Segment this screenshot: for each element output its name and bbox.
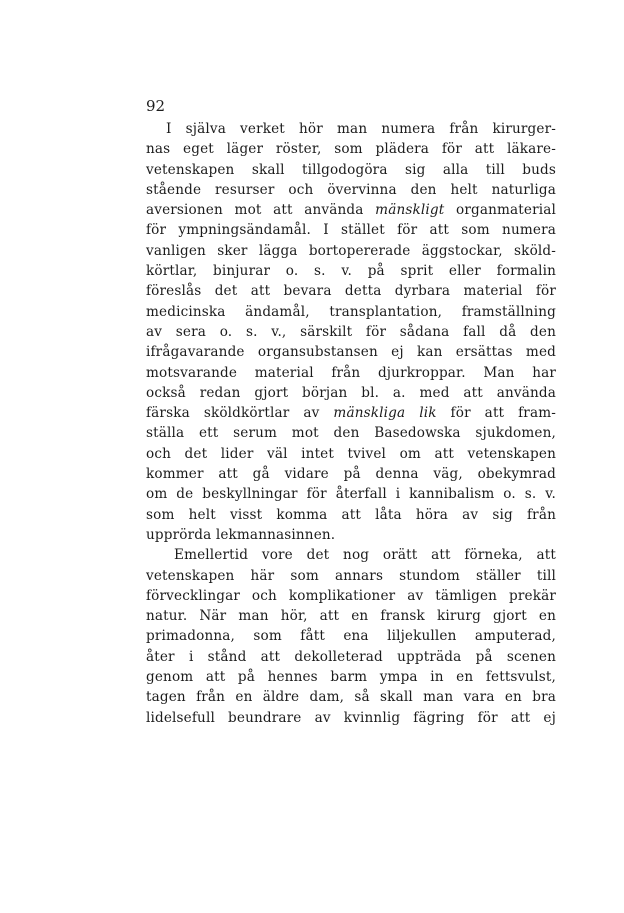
text-line: som helt visst komma att låta höra av sig från [146,506,556,523]
text-line: färska sköldkörtlar av mänskliga lik för att fram- [146,405,556,422]
page-number: 92 [146,97,166,115]
text-line: Emellertid vore det nog orätt att förneka, att [174,547,556,564]
text-line: lidelsefull beundrare av kvinnlig fägring för att ej [146,709,556,726]
text-line: körtlar, binjurar o. s. v. på sprit eller formalin [146,263,556,280]
text-line: nas eget läger röster, som plädera för att läkare- [146,141,556,158]
text-line: I själva verket hör man numera från kirurger- [166,121,556,137]
text-line: vanligen sker lägga bortopererade äggstockar, sköld- [146,242,556,259]
text-line: natur. När man hör, att en fransk kirurg gjort en [146,608,556,625]
text-line: förvecklingar och komplikationer av tämligen prekär [146,587,556,604]
text-line: vetenskapen skall tillgodogöra sig alla till buds [146,161,556,178]
text-line: kommer att gå vidare på denna väg, obekymrad [146,466,556,483]
text-line: upprörda lekmannasinnen. [146,526,336,543]
text-line: av sera o. s. v., särskilt för sådana fall då den [146,323,556,340]
text-line: stående resurser och övervinna den helt naturliga [146,181,556,198]
text-line: primadonna, som fått ena liljekullen amputerad, [146,628,556,645]
text-line: aversionen mot att använda mänskligt organmaterial [146,202,556,219]
text-line: tagen från en äldre dam, så skall man vara en bra [146,689,556,706]
emphasized-word: mänskligt [375,202,445,219]
text-line: om de beskyllningar för återfall i kannibalism o. s. v. [146,486,556,503]
text-line: ställa ett serum mot den Basedowska sjukdomen, [146,425,556,442]
text-line: medicinska ändamål, transplantation, framställning [146,303,556,320]
text-line: också redan gjort början bl. a. med att använda [146,384,556,401]
emphasized-word: mänskliga lik [333,405,437,422]
text-line: föreslås det att bevara detta dyrbara material för [146,283,556,300]
text-line: genom att på hennes barm ympa in en fettsvulst, [146,669,556,686]
body-text [146,119,556,728]
text-line: åter i stånd att dekolleterad uppträda på scenen [146,648,556,665]
text-line: och det lider väl intet tvivel om att vetenskapen [146,445,556,462]
text-line: ifrågavarande organsubstansen ej kan ersättas med [146,344,556,361]
text-line: motsvarande material från djurkroppar. Man har [146,364,556,381]
text-line: för ympningsändamål. I stället för att som numera [146,222,556,239]
text-line: vetenskapen här som annars stundom ställer till [146,567,556,584]
